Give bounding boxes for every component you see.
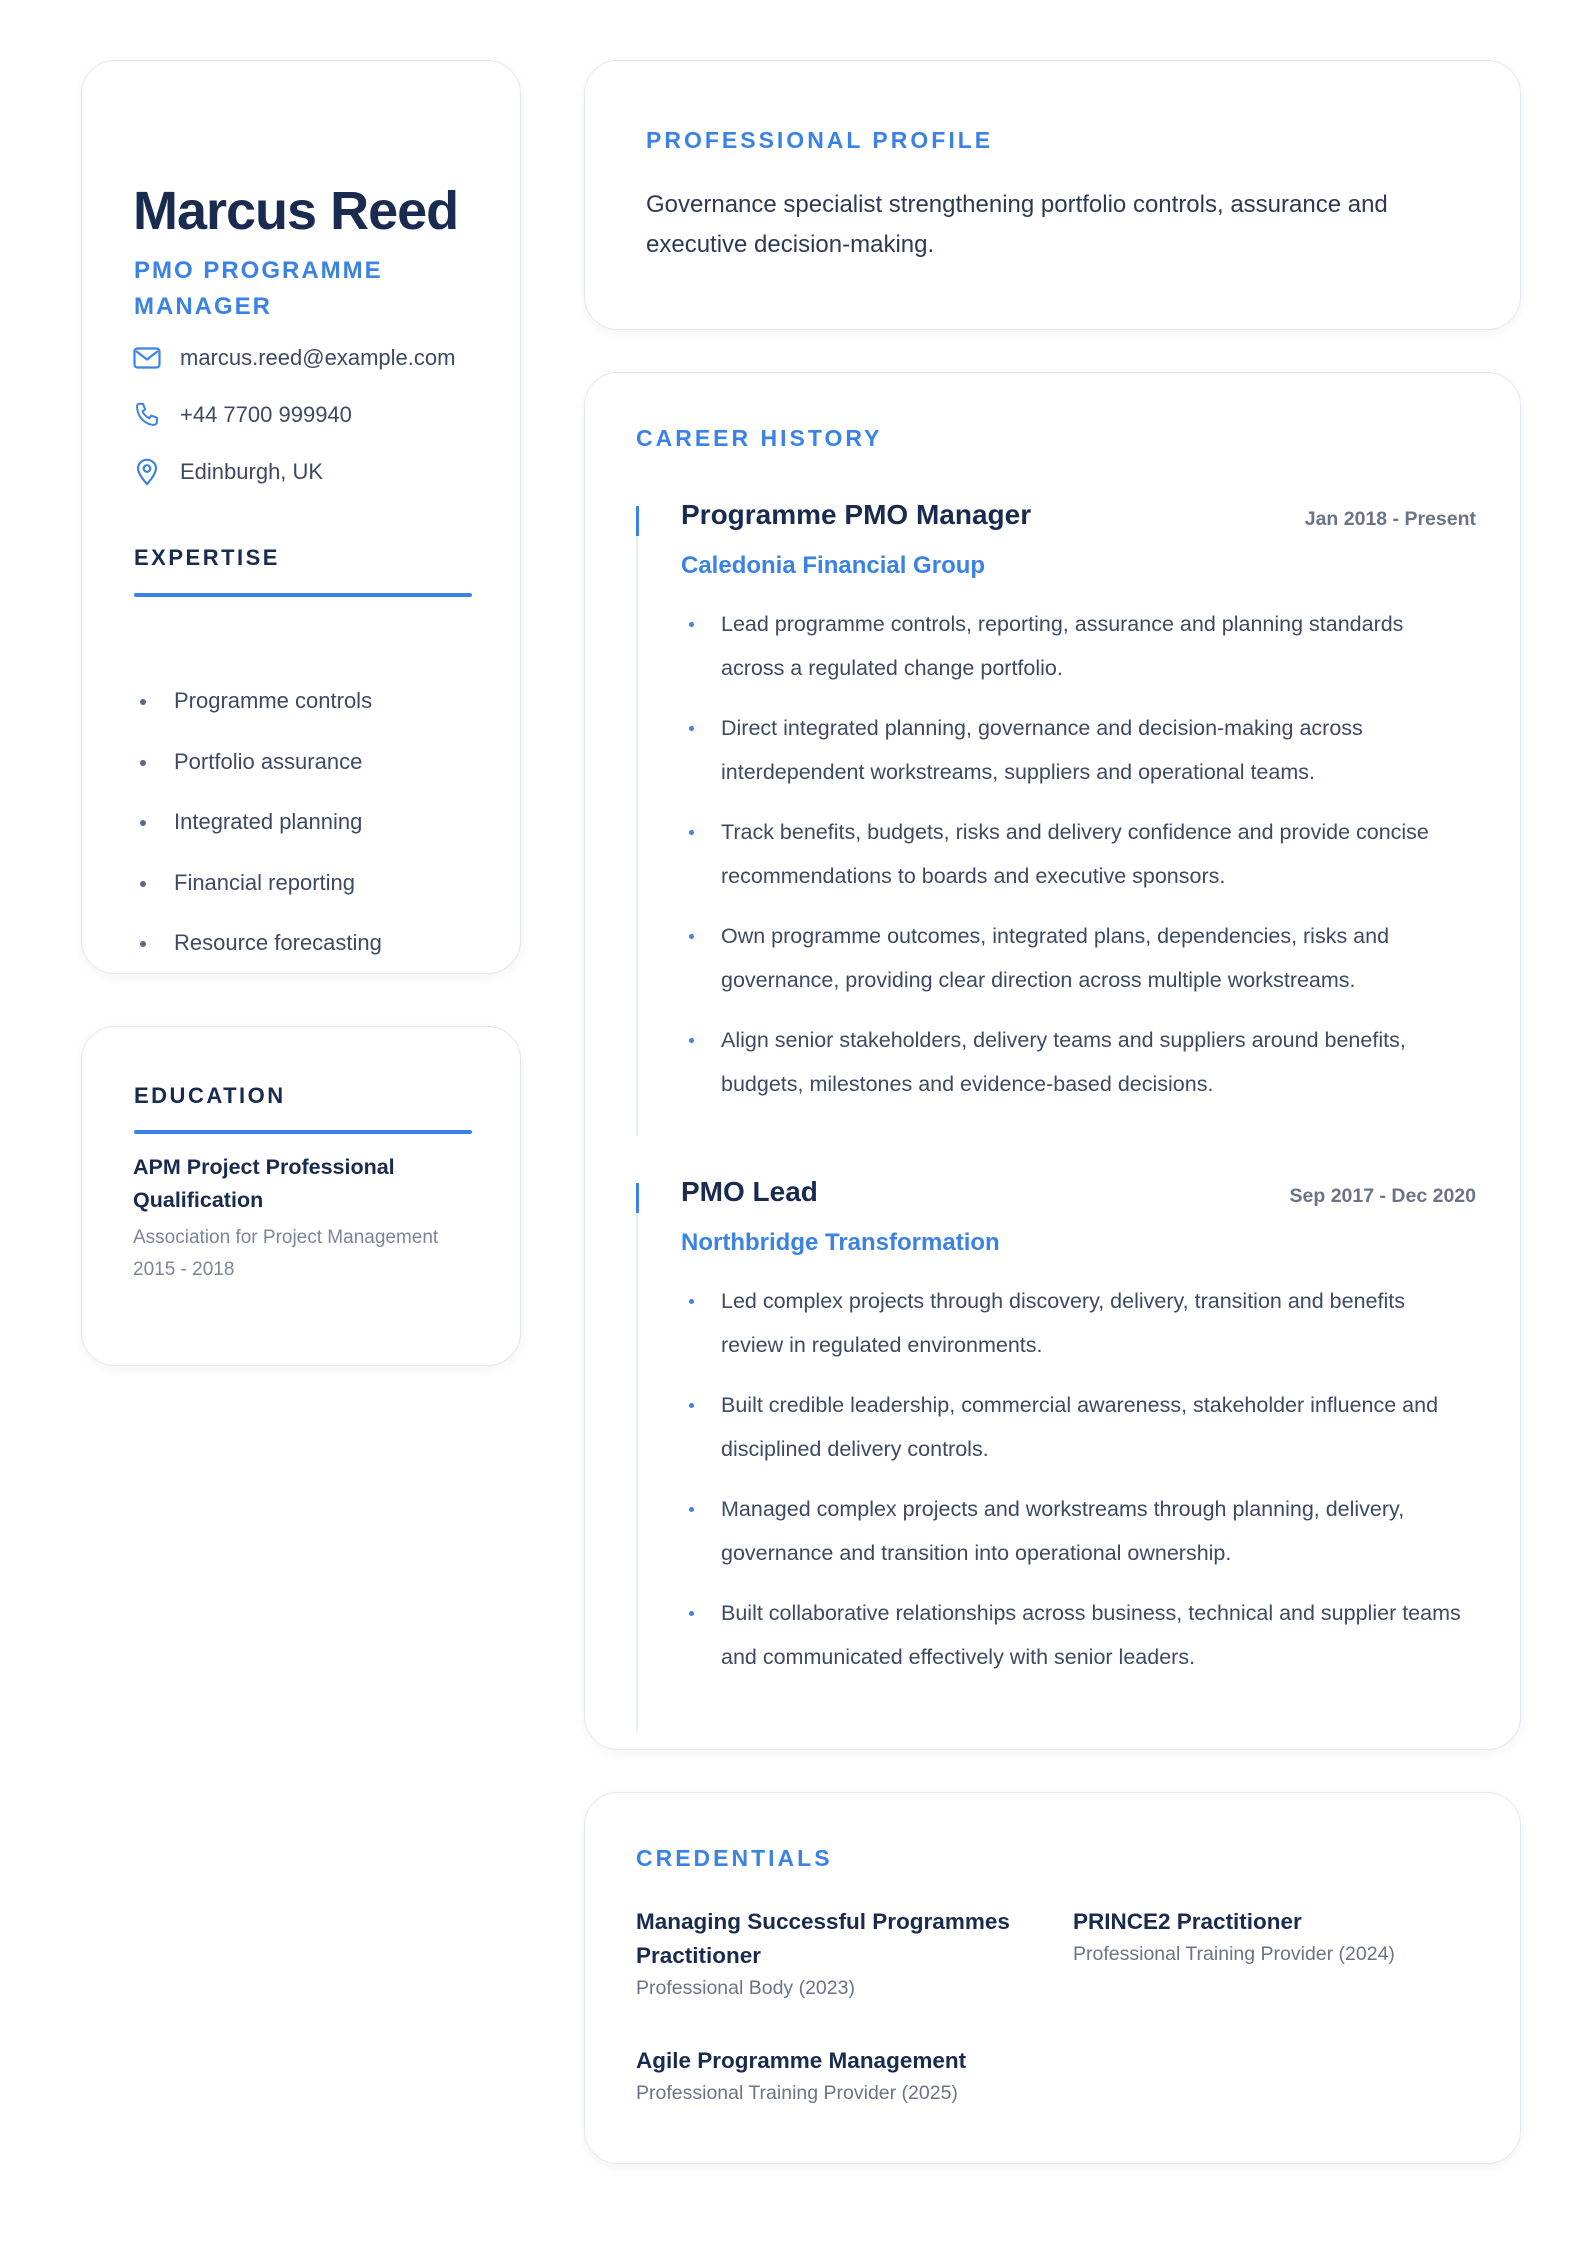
credential-detail: Professional Training Provider (2024) [1073,1943,1395,1965]
credential-item [636,2044,1036,2105]
list-item: Direct integrated planning, governance and decision-making across interdependent workstreams, suppliers and operational teams. [681,706,1471,794]
list-item: Lead programme controls, reporting, assurance and planning standards across a regulated change portfolio. [681,602,1471,690]
job-company: Caledonia Financial Group [681,552,986,579]
email-text: marcus.reed@example.com [180,345,456,370]
list-item: Led complex projects through discovery, delivery, transition and benefits review in regulated environments. [681,1279,1471,1367]
credential-title: PRINCE2 Practitioner [1073,1909,1302,1934]
identity-card [81,60,521,974]
job-role-title: PMO PROGRAMME MANAGER [134,257,383,320]
profile-heading: PROFESSIONAL PROFILE [646,127,994,153]
job-dates: Jan 2018 - Present [1304,508,1476,530]
expertise-heading: EXPERTISE [134,545,280,570]
credential-detail: Professional Body (2023) [636,1977,855,1999]
job-bullet-list [681,602,1471,1122]
list-item: Integrated planning [134,790,382,851]
education-heading: EDUCATION [134,1083,286,1108]
list-item: Built collaborative relationships across business, technical and supplier teams and communicated effectively with senior leaders. [681,1591,1471,1679]
credentials-card [584,1792,1521,2164]
list-item: Portfolio assurance [134,730,382,791]
candidate-name: Marcus Reed [133,181,459,241]
credential-item [1073,1905,1473,1966]
education-institution: Association for Project Management [133,1227,439,1248]
education-card [81,1026,521,1366]
career-card [584,372,1521,1750]
expertise-list [134,669,382,972]
list-item: Built credible leadership, commercial awareness, stakeholder influence and disciplined delivery controls. [681,1383,1471,1471]
credential-item [636,1905,1036,2000]
mail-icon [132,343,162,373]
education-divider [134,1130,472,1134]
credentials-heading: CREDENTIALS [636,1845,833,1871]
job-timeline-line [636,536,638,1136]
contact-location [132,455,323,489]
job-accent-bar [636,506,639,536]
job-company: Northbridge Transformation [681,1229,1000,1256]
credential-title: Managing Successful Programmes Practitioner [636,1909,1010,1968]
location-text: Edinburgh, UK [180,459,324,484]
job-accent-bar [636,1183,639,1213]
job-title: Programme PMO Manager [681,499,1032,530]
phone-icon [132,400,162,430]
list-item: Own programme outcomes, integrated plans, dependencies, risks and governance, providing clear direction across multiple workstreams. [681,914,1471,1002]
expertise-divider [134,593,472,597]
list-item: Resource forecasting [134,911,382,972]
contact-email[interactable] [132,341,455,375]
credential-title: Agile Programme Management [636,2048,967,2073]
contact-phone[interactable] [132,398,352,432]
credential-detail: Professional Training Provider (2025) [636,2082,958,2104]
list-item: Track benefits, budgets, risks and delivery confidence and provide concise recommendations to boards and executive sponsors. [681,810,1471,898]
profile-card [584,60,1521,330]
education-years: 2015 - 2018 [133,1259,235,1280]
job-title: PMO Lead [681,1176,818,1207]
job-bullet-list [681,1279,1471,1695]
education-degree: APM Project Professional Qualification [133,1155,395,1212]
career-heading: CAREER HISTORY [636,425,883,451]
list-item: Align senior stakeholders, delivery teams and suppliers around benefits, budgets, milestones and evidence-based decisions. [681,1018,1471,1106]
phone-text: +44 7700 999940 [180,402,352,427]
job-entry [636,499,1476,1126]
job-dates: Sep 2017 - Dec 2020 [1289,1185,1476,1207]
profile-summary: Governance specialist strengthening portfolio controls, assurance and executive decision-making. [646,191,1388,258]
list-item: Managed complex projects and workstreams through planning, delivery, governance and transition into operational ownership. [681,1487,1471,1575]
job-timeline-line [636,1213,638,1733]
list-item: Financial reporting [134,851,382,912]
location-pin-icon [132,457,162,487]
job-entry [636,1176,1476,1703]
list-item: Programme controls [134,669,382,730]
